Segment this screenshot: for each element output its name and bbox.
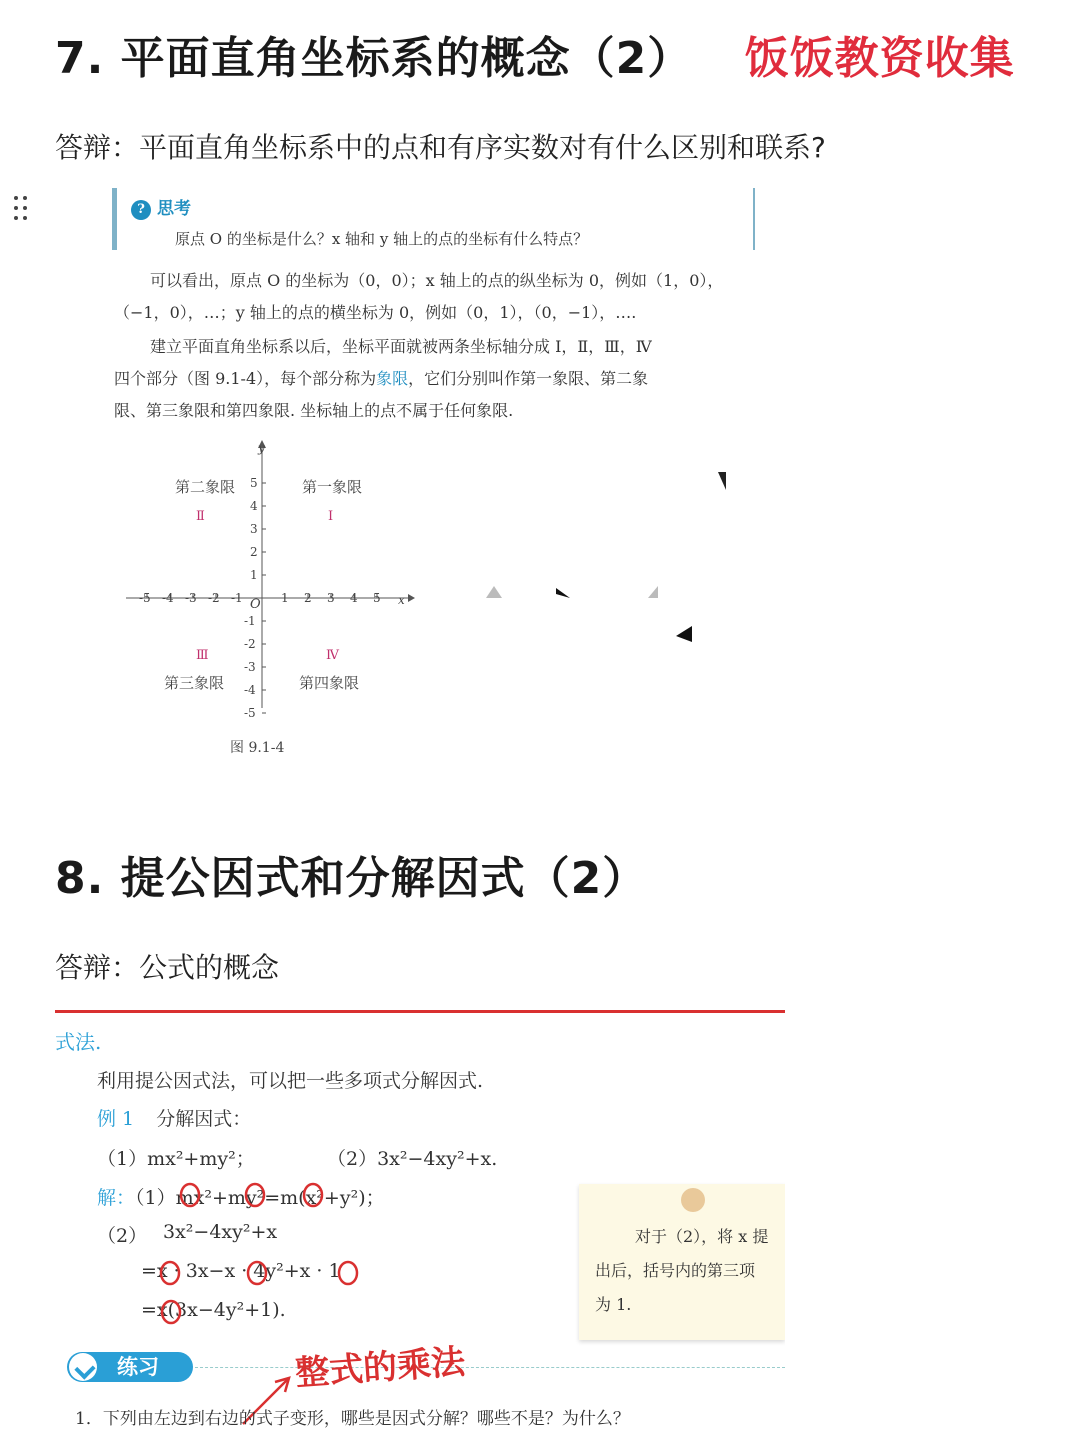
brand-watermark: 饭饭教资收集 (744, 33, 1015, 84)
note-line-1: 对于（2），将 x 提 (635, 1227, 769, 1246)
y-tick-label: -1 (244, 614, 256, 628)
quadrant-1-name: 第一象限 (302, 478, 363, 496)
artifact-mark-icon (556, 588, 570, 598)
artifact-marks (472, 468, 752, 648)
origin-label: O (250, 597, 261, 612)
quadrant-2-name: 第二象限 (175, 478, 236, 496)
intro-text: 利用提公因式法，可以把一些多项式分解因式. (97, 1070, 484, 1092)
solution-2-line-1: 3x²−4xy²+x (163, 1221, 278, 1243)
problem-2: （2）3x²−4xy²+x. (327, 1148, 498, 1170)
solution-2-line-3: =x(3x−4y²+1). (141, 1299, 286, 1321)
quadrant-4-name: 第四象限 (299, 674, 360, 692)
think-box (112, 188, 755, 250)
x-tick-label: -5 (139, 591, 151, 605)
paragraph-2-line-2 (114, 366, 648, 389)
think-title: 思考 (157, 199, 191, 219)
lightbulb-icon: ? (131, 200, 151, 220)
circle-mark (161, 1262, 179, 1284)
paragraph-2-line-3: 限、第三象限和第四象限. 坐标轴上的点不属于任何象限. (114, 401, 514, 420)
y-tick-label: -3 (244, 660, 256, 674)
x-tick-label: 4 (350, 591, 358, 605)
y-tick-label: 1 (250, 568, 258, 582)
x-tick-label: 5 (373, 591, 381, 605)
artifact-mark-icon (676, 626, 692, 642)
check-icon (69, 1353, 97, 1381)
paragraph-2-text-a: 四个部分（图 9.1-4），每个部分称为 (114, 369, 377, 388)
quadrant-term: 象限 (376, 369, 409, 388)
think-header (131, 194, 191, 220)
artifact-mark-icon (486, 586, 502, 598)
x-tick-label: -1 (231, 591, 243, 605)
x-axis-arrow-icon (408, 594, 415, 602)
x-tick-label: -3 (185, 591, 197, 605)
quadrant-1-number: Ⅰ (328, 509, 334, 524)
drag-handle-icon[interactable] (14, 196, 32, 222)
paragraph-1-line-1: 可以看出，原点 O 的坐标为（0，0）；x 轴上的点的纵坐标为 0，例如（1，0）， (150, 271, 724, 290)
section-7-title: 7. 平面直角坐标系的概念（2） (55, 33, 693, 84)
section-7-question: 答辩：平面直角坐标系中的点和有序实数对有什么区别和联系? (55, 131, 826, 164)
paragraph-1-line-2: （−1，0），…；y 轴上的点的横坐标为 0，例如（0，1），（0，−1），…. (114, 303, 637, 322)
textbook-excerpt-coordinates (112, 182, 762, 762)
y-tick-label: 5 (250, 476, 258, 490)
y-tick-label: 4 (250, 499, 258, 513)
section-7-heading (55, 22, 1015, 86)
lightbulb-icon (681, 1188, 705, 1212)
handwritten-note: 整式的乘法 (294, 1342, 467, 1394)
y-tick-label: 2 (250, 545, 258, 559)
quadrant-3-name: 第三象限 (164, 674, 225, 692)
practice-label: 练习 (117, 1354, 159, 1379)
circle-mark (248, 1262, 266, 1284)
solution-2-line-2: =x · 3x−x · 4y²+x · 1 (141, 1260, 341, 1282)
quadrant-4-number: Ⅳ (326, 648, 339, 663)
section-8-heading: 8. 提公因式和分解因式（2） (55, 853, 648, 904)
problem-1: （1）mx²+my²； (97, 1148, 255, 1170)
example-task: 分解因式： (156, 1108, 252, 1130)
circle-mark (339, 1262, 357, 1284)
section-8-question: 答辩：公式的概念 (55, 951, 280, 984)
circle-mark (181, 1184, 199, 1206)
paragraph-2-text-b: ，它们分别叫作第一象限、第二象 (408, 369, 649, 388)
coordinate-figure (112, 436, 432, 766)
example-label: 例 1 (97, 1108, 135, 1130)
x-tick-label: -4 (162, 591, 174, 605)
x-tick-label: 2 (304, 591, 312, 605)
note-line-3: 为 1. (595, 1295, 632, 1314)
think-question: 原点 O 的坐标是什么？x 轴和 y 轴上的点的坐标有什么特点？ (175, 230, 589, 248)
circle-mark (246, 1184, 264, 1206)
artifact-mark-icon (718, 472, 726, 490)
margin-note (579, 1184, 785, 1340)
practice-divider (195, 1367, 785, 1368)
solution-1: （1）mx²+my²=m(x²+y²)； (135, 1187, 385, 1209)
artifact-mark-icon (648, 586, 658, 598)
x-tick-label: 3 (327, 591, 335, 605)
y-axis-label: y (258, 441, 265, 455)
x-axis-label: x (398, 593, 405, 607)
solution-label: 解： (97, 1187, 136, 1209)
exercise-1: 1．下列由左边到右边的式子变形，哪些是因式分解？哪些不是？为什么？ (75, 1409, 630, 1428)
figure-caption: 图 9.1-4 (230, 740, 285, 756)
paragraph-2-line-1: 建立平面直角坐标系以后，坐标平面就被两条坐标轴分成 Ⅰ，Ⅱ，Ⅲ，Ⅳ (150, 337, 652, 356)
y-tick-label: 3 (250, 522, 258, 536)
note-line-2: 出后，括号内的第三项 (595, 1261, 756, 1280)
circle-mark (304, 1184, 322, 1206)
x-tick-label: 1 (281, 591, 289, 605)
y-tick-label: -4 (244, 683, 256, 697)
practice-banner (67, 1352, 193, 1382)
top-fragment: 式法. (55, 1030, 102, 1054)
textbook-excerpt-factoring (55, 1008, 785, 1428)
circle-mark (162, 1301, 180, 1323)
solution-2-label: （2） (97, 1225, 148, 1247)
y-tick-label: -5 (244, 706, 256, 720)
x-tick-label: -2 (208, 591, 220, 605)
quadrant-2-number: Ⅱ (196, 509, 205, 524)
y-tick-label: -2 (244, 637, 256, 651)
quadrant-3-number: Ⅲ (196, 648, 209, 663)
